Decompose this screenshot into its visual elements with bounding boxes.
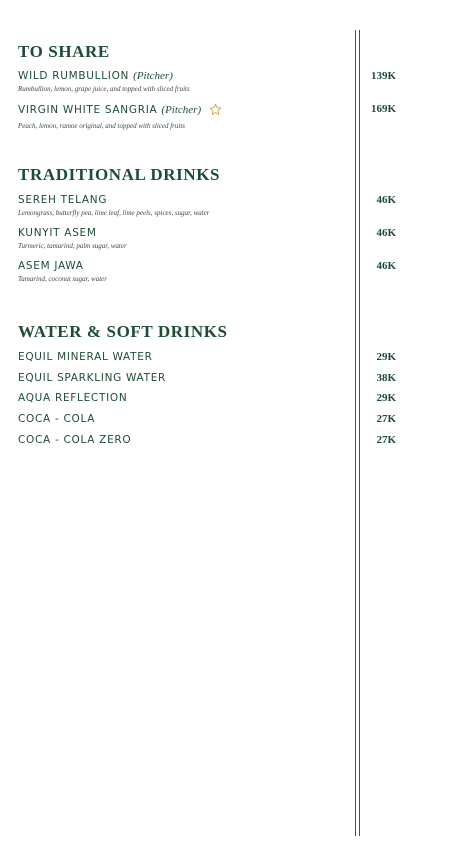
item-price: 29K	[376, 351, 396, 363]
menu-item-wild-rumbullion	[18, 70, 396, 94]
menu-item-equil-sparkling-water	[18, 372, 396, 385]
section-title-water-soft-drinks: WATER & SOFT DRINKS	[18, 322, 228, 341]
item-name: COCA - COLA ZERO	[18, 434, 132, 446]
section-title-to-share: TO SHARE	[18, 42, 110, 61]
item-price: 38K	[376, 372, 396, 384]
item-note: (Pitcher)	[161, 104, 202, 116]
item-name: EQUIL SPARKLING WATER	[18, 372, 167, 384]
item-description: Peach, lemon, ramoe original, and topped with sliced fruits	[18, 122, 186, 130]
column-divider-line	[359, 30, 360, 836]
menu-item-kunyit-asem	[18, 227, 396, 251]
item-price: 46K	[376, 227, 396, 239]
item-note: (Pitcher)	[133, 70, 173, 82]
item-price: 139K	[370, 70, 396, 82]
item-name: KUNYIT ASEM	[18, 227, 97, 239]
item-description: Turmeric, tamarind, palm sugar, water	[18, 242, 127, 250]
column-divider-line	[355, 30, 356, 836]
item-price: 169K	[370, 103, 396, 115]
item-name: COCA - COLA	[18, 413, 96, 425]
item-name: SEREH TELANG	[18, 194, 108, 206]
item-price: 29K	[376, 392, 396, 404]
star-outline-icon	[209, 103, 222, 120]
item-description: Tamarind, coconut sugar, water	[18, 275, 108, 283]
menu-item-sereh-telang	[18, 194, 396, 218]
menu-item-asem-jawa	[18, 260, 396, 284]
section-title-traditional-drinks: TRADITIONAL DRINKS	[18, 165, 221, 184]
item-name: VIRGIN WHITE SANGRIA	[18, 104, 158, 116]
menu-item-coca-cola-zero	[18, 434, 396, 447]
menu-item-aqua-reflection	[18, 392, 396, 405]
item-price: 46K	[376, 194, 396, 206]
item-price: 27K	[376, 413, 396, 425]
item-price: 27K	[376, 434, 396, 446]
menu-item-equil-mineral-water	[18, 351, 396, 364]
item-name: WILD RUMBULLION	[18, 70, 130, 82]
item-name: AQUA REFLECTION	[18, 392, 128, 404]
item-name: EQUIL MINERAL WATER	[18, 351, 153, 363]
item-description: Rumbullion, lemon, grape juice, and topped with sliced fruits	[18, 85, 190, 93]
item-name: ASEM JAWA	[18, 260, 84, 272]
item-description: Lemongrass, butterfly pea, lime leaf, lime peels, spices, sugar, water	[18, 209, 210, 217]
menu-item-coca-cola	[18, 413, 396, 426]
item-price: 46K	[376, 260, 396, 272]
menu-item-virgin-white-sangria	[18, 103, 396, 131]
